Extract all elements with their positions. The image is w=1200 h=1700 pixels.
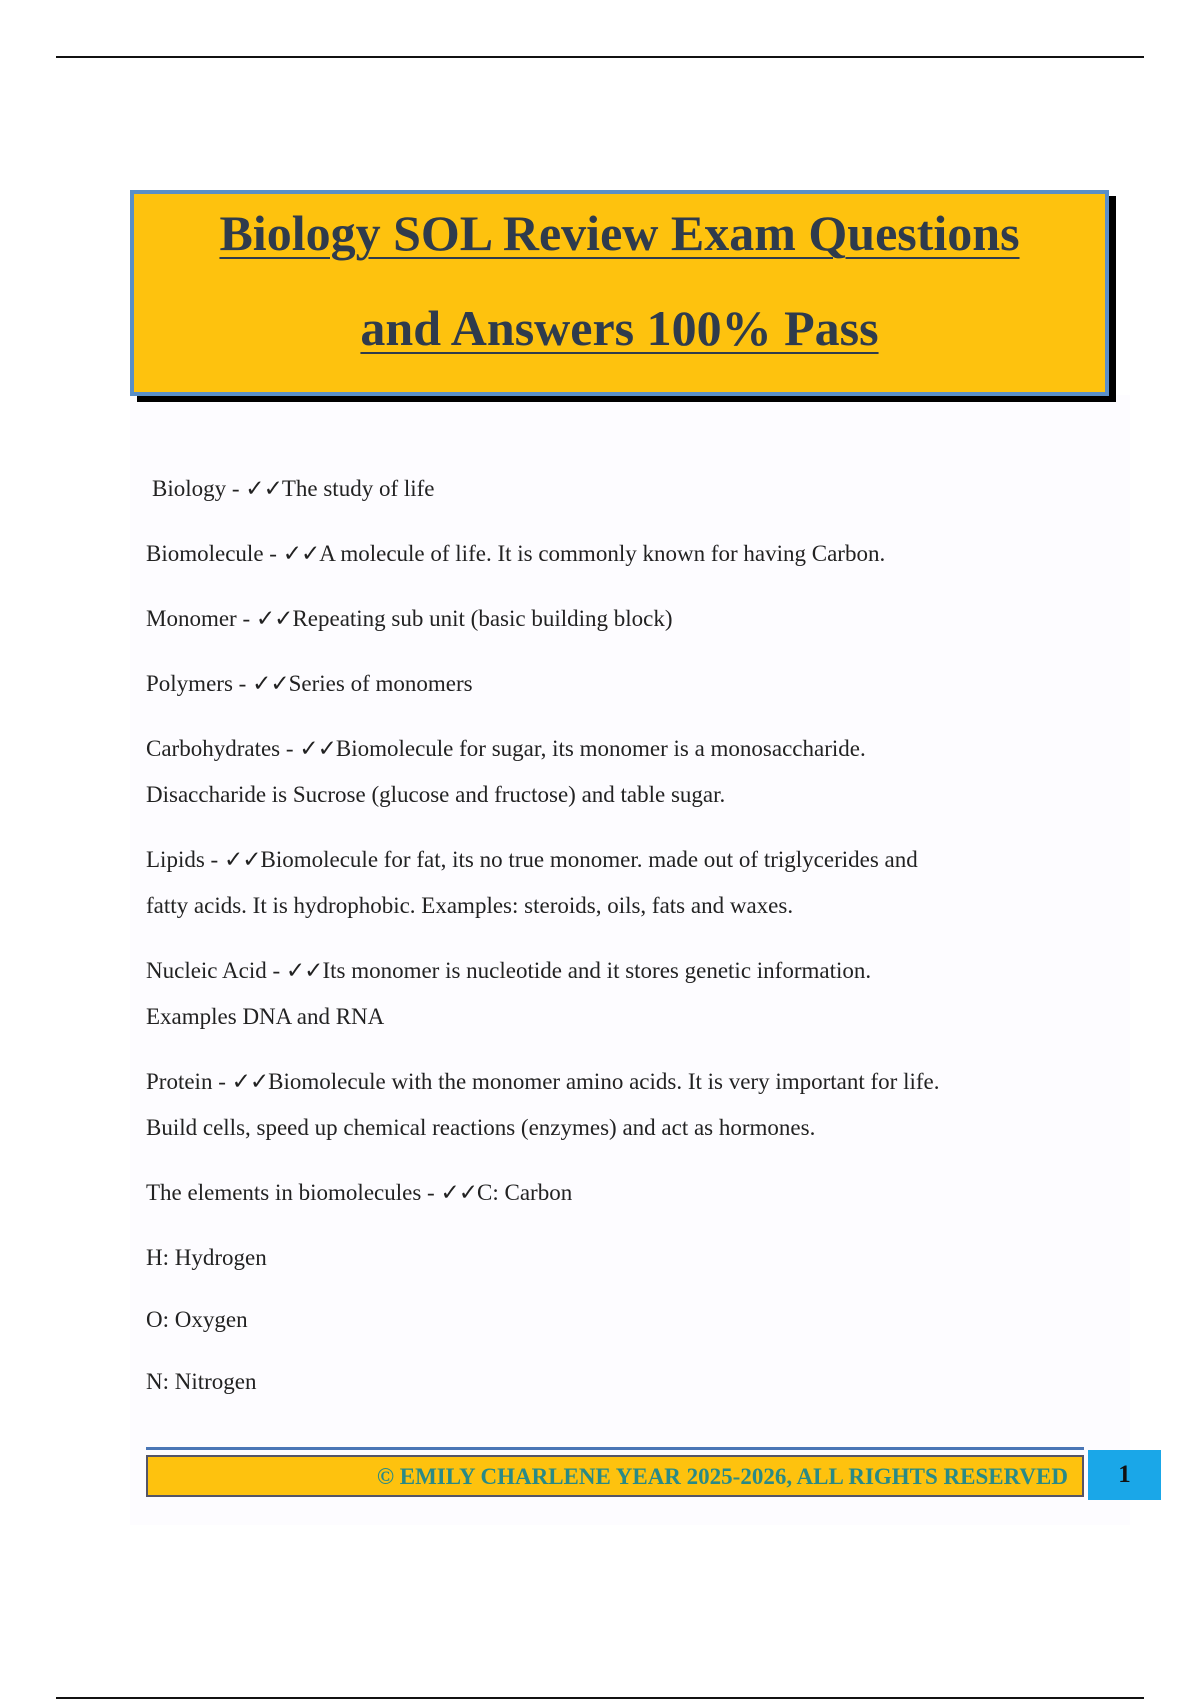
answer: Biomolecule for fat, its no true monomer. made out of triglycerides and — [260, 847, 918, 872]
answer-continued: Build cells, speed up chemical reactions (enzymes) and act as hormones. — [146, 1115, 816, 1140]
double-check-icon: ✓✓ — [440, 1180, 477, 1205]
term: Biomolecule — [146, 541, 264, 566]
double-check-icon: ✓✓ — [299, 736, 336, 761]
qa-entry — [146, 1059, 1106, 1151]
answer: The study of life — [281, 476, 435, 501]
title-banner — [130, 190, 1109, 396]
separator: - — [266, 958, 286, 983]
answer: Biomolecule with the monomer amino acids. It is very important for life. — [268, 1069, 940, 1094]
qa-entry — [146, 1170, 1106, 1216]
answer-continued: fatty acids. It is hydrophobic. Examples: steroids, oils, fats and waxes. — [146, 893, 794, 918]
page-number: 1 — [1088, 1450, 1161, 1500]
element-line: O: Oxygen — [146, 1307, 248, 1332]
element-line: H: Hydrogen — [146, 1245, 267, 1270]
term: Nucleic Acid — [146, 958, 267, 983]
term: Monomer — [146, 606, 237, 631]
separator: - — [212, 1069, 232, 1094]
answer: A molecule of life. It is commonly known for having Carbon. — [319, 541, 886, 566]
answer: Its monomer is nucleotide and it stores genetic information. — [322, 958, 872, 983]
double-check-icon: ✓✓ — [231, 1069, 269, 1094]
term: Lipids — [146, 847, 205, 872]
title-line-1: Biology SOL Review Exam Questions — [219, 205, 1020, 261]
qa-entry — [146, 948, 1106, 1040]
answer: Series of monomers — [288, 671, 473, 696]
term: Polymers — [146, 671, 233, 696]
top-rule — [56, 56, 1144, 58]
separator: - — [204, 847, 224, 872]
double-check-icon: ✓✓ — [282, 541, 320, 566]
answer: C: Carbon — [477, 1180, 573, 1205]
footer-divider — [146, 1447, 1084, 1450]
answer-continued: Disaccharide is Sucrose (glucose and fructose) and table sugar. — [146, 782, 726, 807]
qa-content — [146, 466, 1106, 1421]
copyright-bar — [146, 1455, 1084, 1497]
answer: Biomolecule for sugar, its monomer is a monosaccharide. — [335, 736, 866, 761]
term: The elements in biomolecules — [146, 1180, 422, 1205]
double-check-icon: ✓✓ — [223, 847, 261, 872]
title-line-2: and Answers 100% Pass — [360, 300, 879, 356]
answer: Repeating sub unit (basic building block) — [292, 606, 673, 631]
separator: - — [236, 606, 256, 631]
copyright-text: © EMILY CHARLENE YEAR 2025-2026, ALL RIGHTS RESERVED — [376, 1464, 1068, 1489]
term: Protein — [146, 1069, 213, 1094]
qa-entry — [146, 726, 1106, 818]
qa-entry — [146, 837, 1106, 929]
answer-continued: Examples DNA and RNA — [146, 1004, 385, 1029]
qa-entry — [146, 596, 1106, 642]
page-footer — [146, 1447, 1161, 1503]
double-check-icon: ✓✓ — [252, 671, 289, 696]
term: Carbohydrates — [146, 736, 281, 761]
qa-entry — [146, 661, 1106, 707]
element-line: N: Nitrogen — [146, 1369, 257, 1394]
separator: - — [226, 476, 246, 501]
separator: - — [280, 736, 300, 761]
double-check-icon: ✓✓ — [245, 476, 282, 501]
separator: - — [263, 541, 283, 566]
double-check-icon: ✓✓ — [285, 958, 323, 983]
qa-entry — [146, 466, 1106, 512]
term: Biology — [152, 476, 227, 501]
qa-entry — [146, 531, 1106, 577]
separator: - — [421, 1180, 441, 1205]
separator: - — [232, 671, 253, 696]
double-check-icon: ✓✓ — [255, 606, 293, 631]
bottom-rule — [56, 1697, 1144, 1699]
